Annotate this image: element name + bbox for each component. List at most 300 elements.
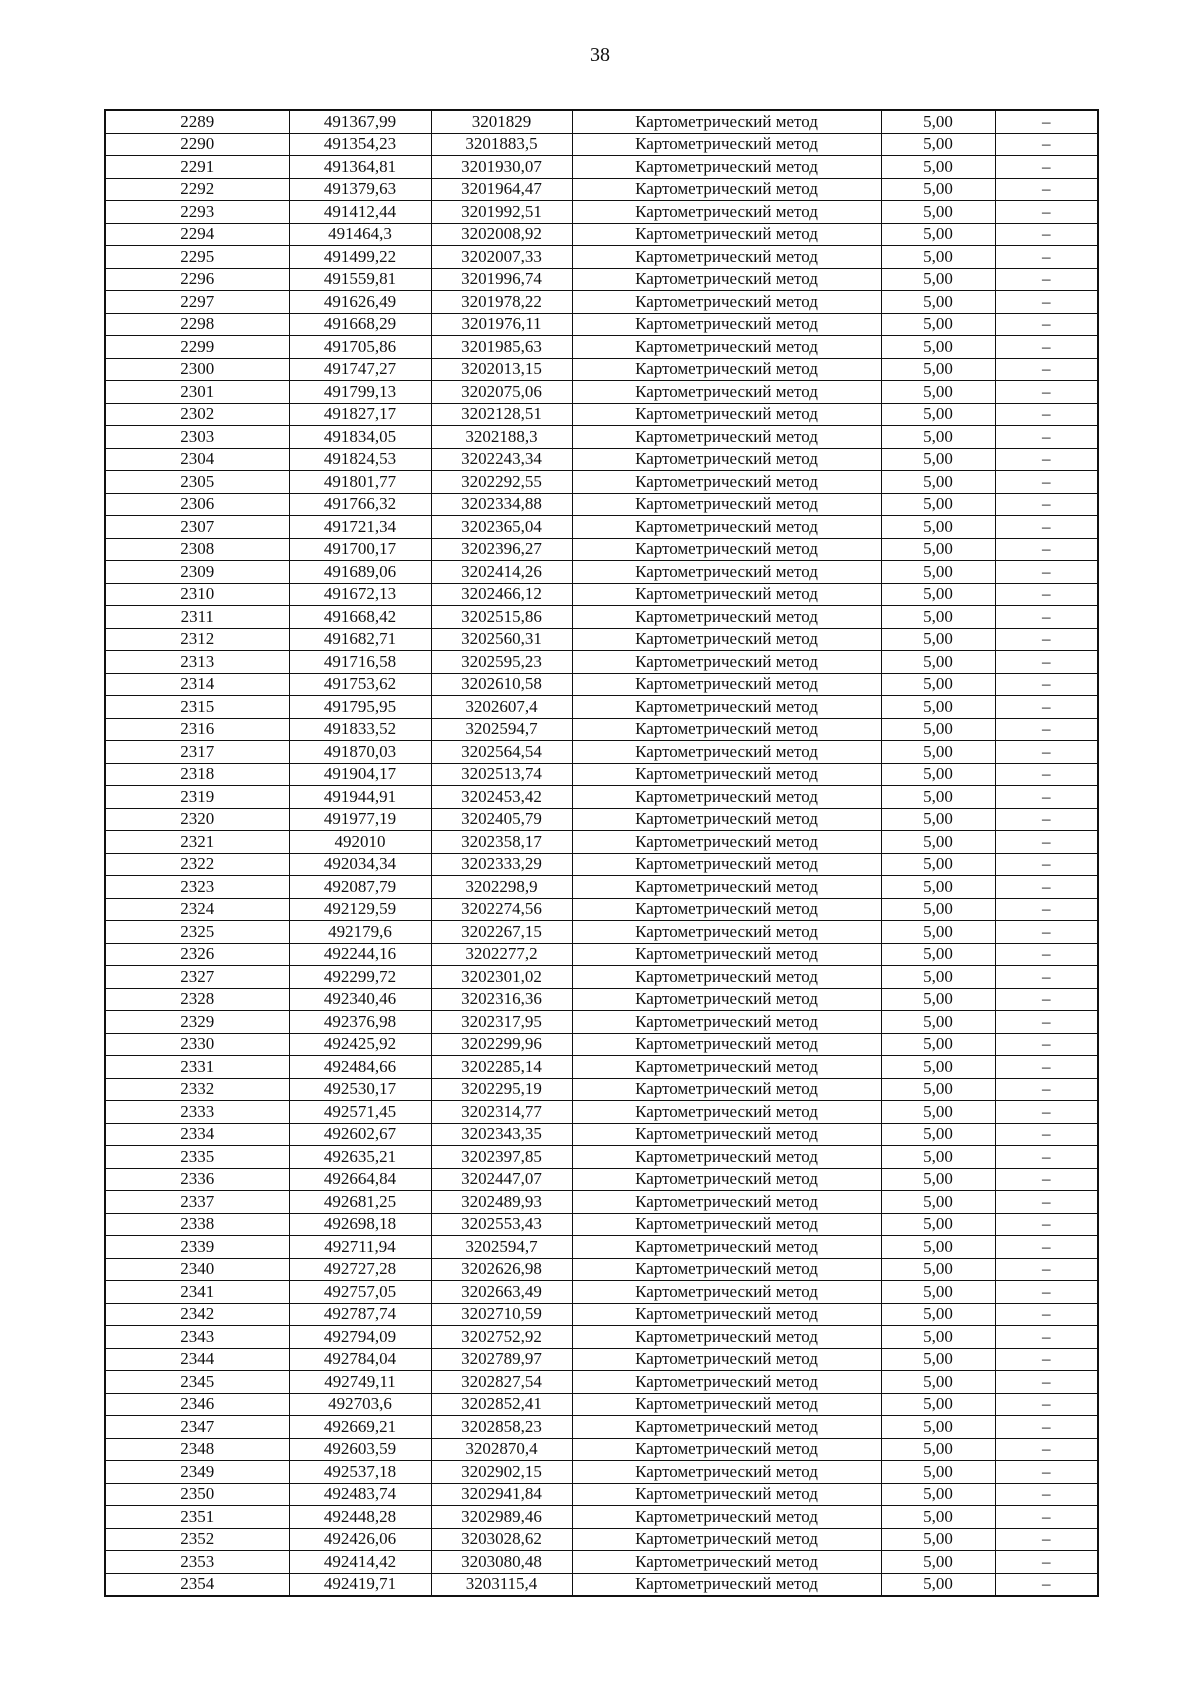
point-number-cell: 2304 [105,448,289,471]
y-coordinate-cell: 3202299,96 [431,1033,572,1056]
point-number-cell: 2344 [105,1348,289,1371]
y-coordinate-cell: 3201883,5 [431,133,572,156]
x-coordinate-cell: 491364,81 [289,156,431,179]
description-cell: – [995,763,1098,786]
accuracy-cell: 5,00 [881,110,995,133]
description-cell: – [995,1101,1098,1124]
y-coordinate-cell: 3202941,84 [431,1483,572,1506]
description-cell: – [995,673,1098,696]
method-cell: Картометрический метод [572,291,881,314]
method-cell: Картометрический метод [572,1348,881,1371]
point-number-cell: 2305 [105,471,289,494]
description-cell: – [995,583,1098,606]
x-coordinate-cell: 492784,04 [289,1348,431,1371]
description-cell: – [995,606,1098,629]
x-coordinate-cell: 492681,25 [289,1191,431,1214]
accuracy-cell: 5,00 [881,1281,995,1304]
point-number-cell: 2308 [105,538,289,561]
method-cell: Картометрический метод [572,606,881,629]
y-coordinate-cell: 3202594,7 [431,1236,572,1259]
x-coordinate-cell: 491700,17 [289,538,431,561]
method-cell: Картометрический метод [572,1168,881,1191]
accuracy-cell: 5,00 [881,561,995,584]
method-cell: Картометрический метод [572,831,881,854]
x-coordinate-cell: 492087,79 [289,876,431,899]
accuracy-cell: 5,00 [881,1191,995,1214]
accuracy-cell: 5,00 [881,313,995,336]
point-number-cell: 2347 [105,1416,289,1439]
description-cell: – [995,628,1098,651]
accuracy-cell: 5,00 [881,133,995,156]
table-row [105,291,1098,314]
table-row [105,898,1098,921]
description-cell: – [995,1326,1098,1349]
method-cell: Картометрический метод [572,1551,881,1574]
table-row [105,943,1098,966]
accuracy-cell: 5,00 [881,336,995,359]
method-cell: Картометрический метод [572,1416,881,1439]
table-row [105,381,1098,404]
description-cell: – [995,988,1098,1011]
method-cell: Картометрический метод [572,876,881,899]
method-cell: Картометрический метод [572,358,881,381]
y-coordinate-cell: 3202870,4 [431,1438,572,1461]
method-cell: Картометрический метод [572,1303,881,1326]
description-cell: – [995,156,1098,179]
table-row [105,1461,1098,1484]
accuracy-cell: 5,00 [881,178,995,201]
description-cell: – [995,313,1098,336]
method-cell: Картометрический метод [572,223,881,246]
point-number-cell: 2290 [105,133,289,156]
accuracy-cell: 5,00 [881,1371,995,1394]
description-cell: – [995,1146,1098,1169]
accuracy-cell: 5,00 [881,943,995,966]
y-coordinate-cell: 3202301,02 [431,966,572,989]
accuracy-cell: 5,00 [881,1011,995,1034]
point-number-cell: 2320 [105,808,289,831]
method-cell: Картометрический метод [572,741,881,764]
method-cell: Картометрический метод [572,156,881,179]
method-cell: Картометрический метод [572,1213,881,1236]
y-coordinate-cell: 3202594,7 [431,718,572,741]
x-coordinate-cell: 491672,13 [289,583,431,606]
method-cell: Картометрический метод [572,1461,881,1484]
y-coordinate-cell: 3203028,62 [431,1528,572,1551]
method-cell: Картометрический метод [572,1258,881,1281]
y-coordinate-cell: 3202852,41 [431,1393,572,1416]
table-row [105,561,1098,584]
accuracy-cell: 5,00 [881,921,995,944]
x-coordinate-cell: 492664,84 [289,1168,431,1191]
description-cell: – [995,1506,1098,1529]
x-coordinate-cell: 492757,05 [289,1281,431,1304]
description-cell: – [995,1461,1098,1484]
y-coordinate-cell: 3202397,85 [431,1146,572,1169]
description-cell: – [995,358,1098,381]
description-cell: – [995,1236,1098,1259]
method-cell: Картометрический метод [572,1033,881,1056]
method-cell: Картометрический метод [572,1573,881,1596]
table-row [105,336,1098,359]
description-cell: – [995,223,1098,246]
y-coordinate-cell: 3202188,3 [431,426,572,449]
accuracy-cell: 5,00 [881,583,995,606]
accuracy-cell: 5,00 [881,291,995,314]
description-cell: – [995,448,1098,471]
y-coordinate-cell: 3202453,42 [431,786,572,809]
x-coordinate-cell: 491833,52 [289,718,431,741]
y-coordinate-cell: 3202595,23 [431,651,572,674]
description-cell: – [995,516,1098,539]
x-coordinate-cell: 492419,71 [289,1573,431,1596]
y-coordinate-cell: 3202314,77 [431,1101,572,1124]
table-row [105,1123,1098,1146]
point-number-cell: 2334 [105,1123,289,1146]
accuracy-cell: 5,00 [881,358,995,381]
point-number-cell: 2296 [105,268,289,291]
method-cell: Картометрический метод [572,651,881,674]
point-number-cell: 2336 [105,1168,289,1191]
x-coordinate-cell: 491464,3 [289,223,431,246]
accuracy-cell: 5,00 [881,223,995,246]
point-number-cell: 2324 [105,898,289,921]
y-coordinate-cell: 3201985,63 [431,336,572,359]
table-row [105,786,1098,809]
y-coordinate-cell: 3202008,92 [431,223,572,246]
table-row [105,448,1098,471]
x-coordinate-cell: 492244,16 [289,943,431,966]
table-row [105,110,1098,133]
table-body [105,110,1098,1596]
table-row [105,246,1098,269]
x-coordinate-cell: 491747,27 [289,358,431,381]
table-row [105,1236,1098,1259]
point-number-cell: 2341 [105,1281,289,1304]
description-cell: – [995,110,1098,133]
point-number-cell: 2292 [105,178,289,201]
description-cell: – [995,898,1098,921]
accuracy-cell: 5,00 [881,763,995,786]
point-number-cell: 2315 [105,696,289,719]
y-coordinate-cell: 3202858,23 [431,1416,572,1439]
method-cell: Картометрический метод [572,336,881,359]
accuracy-cell: 5,00 [881,1168,995,1191]
method-cell: Картометрический метод [572,381,881,404]
method-cell: Картометрический метод [572,1438,881,1461]
method-cell: Картометрический метод [572,1281,881,1304]
x-coordinate-cell: 491824,53 [289,448,431,471]
point-number-cell: 2328 [105,988,289,1011]
accuracy-cell: 5,00 [881,1146,995,1169]
description-cell: – [995,538,1098,561]
x-coordinate-cell: 491799,13 [289,381,431,404]
method-cell: Картометрический метод [572,1506,881,1529]
description-cell: – [995,831,1098,854]
y-coordinate-cell: 3202075,06 [431,381,572,404]
accuracy-cell: 5,00 [881,538,995,561]
table-row [105,696,1098,719]
y-coordinate-cell: 3201992,51 [431,201,572,224]
table-row [105,358,1098,381]
x-coordinate-cell: 491795,95 [289,696,431,719]
table-row [105,628,1098,651]
accuracy-cell: 5,00 [881,1393,995,1416]
method-cell: Картометрический метод [572,966,881,989]
point-number-cell: 2313 [105,651,289,674]
x-coordinate-cell: 491689,06 [289,561,431,584]
x-coordinate-cell: 492448,28 [289,1506,431,1529]
accuracy-cell: 5,00 [881,1528,995,1551]
description-cell: – [995,1483,1098,1506]
point-number-cell: 2306 [105,493,289,516]
method-cell: Картометрический метод [572,1326,881,1349]
description-cell: – [995,741,1098,764]
y-coordinate-cell: 3202466,12 [431,583,572,606]
accuracy-cell: 5,00 [881,808,995,831]
accuracy-cell: 5,00 [881,1303,995,1326]
accuracy-cell: 5,00 [881,853,995,876]
accuracy-cell: 5,00 [881,696,995,719]
table-row [105,1101,1098,1124]
x-coordinate-cell: 491716,58 [289,651,431,674]
x-coordinate-cell: 492299,72 [289,966,431,989]
point-number-cell: 2317 [105,741,289,764]
table-row [105,763,1098,786]
x-coordinate-cell: 492711,94 [289,1236,431,1259]
accuracy-cell: 5,00 [881,966,995,989]
y-coordinate-cell: 3202285,14 [431,1056,572,1079]
table-row [105,966,1098,989]
y-coordinate-cell: 3202513,74 [431,763,572,786]
y-coordinate-cell: 3201996,74 [431,268,572,291]
x-coordinate-cell: 492010 [289,831,431,854]
y-coordinate-cell: 3202343,35 [431,1123,572,1146]
accuracy-cell: 5,00 [881,156,995,179]
accuracy-cell: 5,00 [881,718,995,741]
method-cell: Картометрический метод [572,786,881,809]
y-coordinate-cell: 3202989,46 [431,1506,572,1529]
accuracy-cell: 5,00 [881,1258,995,1281]
accuracy-cell: 5,00 [881,246,995,269]
table-row [105,1326,1098,1349]
description-cell: – [995,291,1098,314]
description-cell: – [995,1393,1098,1416]
point-number-cell: 2331 [105,1056,289,1079]
y-coordinate-cell: 3202316,36 [431,988,572,1011]
method-cell: Картометрический метод [572,268,881,291]
point-number-cell: 2333 [105,1101,289,1124]
table-row [105,1011,1098,1034]
table-row [105,471,1098,494]
accuracy-cell: 5,00 [881,381,995,404]
point-number-cell: 2330 [105,1033,289,1056]
method-cell: Картометрический метод [572,1393,881,1416]
table-row [105,1416,1098,1439]
accuracy-cell: 5,00 [881,1573,995,1596]
point-number-cell: 2353 [105,1551,289,1574]
table-row [105,718,1098,741]
method-cell: Картометрический метод [572,493,881,516]
table-row [105,1033,1098,1056]
description-cell: – [995,696,1098,719]
point-number-cell: 2314 [105,673,289,696]
point-number-cell: 2301 [105,381,289,404]
method-cell: Картометрический метод [572,448,881,471]
point-number-cell: 2294 [105,223,289,246]
table-row [105,493,1098,516]
y-coordinate-cell: 3202007,33 [431,246,572,269]
y-coordinate-cell: 3202267,15 [431,921,572,944]
method-cell: Картометрический метод [572,628,881,651]
point-number-cell: 2349 [105,1461,289,1484]
point-number-cell: 2348 [105,1438,289,1461]
method-cell: Картометрический метод [572,403,881,426]
y-coordinate-cell: 3202626,98 [431,1258,572,1281]
table-row [105,741,1098,764]
point-number-cell: 2302 [105,403,289,426]
y-coordinate-cell: 3201978,22 [431,291,572,314]
x-coordinate-cell: 492376,98 [289,1011,431,1034]
x-coordinate-cell: 491668,42 [289,606,431,629]
description-cell: – [995,718,1098,741]
x-coordinate-cell: 491559,81 [289,268,431,291]
y-coordinate-cell: 3202292,55 [431,471,572,494]
method-cell: Картометрический метод [572,426,881,449]
x-coordinate-cell: 492727,28 [289,1258,431,1281]
table-row [105,583,1098,606]
table-row [105,1213,1098,1236]
method-cell: Картометрический метод [572,1101,881,1124]
x-coordinate-cell: 491870,03 [289,741,431,764]
description-cell: – [995,1371,1098,1394]
description-cell: – [995,1191,1098,1214]
table-row [105,651,1098,674]
y-coordinate-cell: 3202827,54 [431,1371,572,1394]
point-number-cell: 2322 [105,853,289,876]
accuracy-cell: 5,00 [881,471,995,494]
accuracy-cell: 5,00 [881,1483,995,1506]
point-number-cell: 2303 [105,426,289,449]
point-number-cell: 2300 [105,358,289,381]
table-row [105,156,1098,179]
description-cell: – [995,651,1098,674]
x-coordinate-cell: 491626,49 [289,291,431,314]
method-cell: Картометрический метод [572,898,881,921]
table-row [105,876,1098,899]
description-cell: – [995,786,1098,809]
x-coordinate-cell: 492340,46 [289,988,431,1011]
accuracy-cell: 5,00 [881,1078,995,1101]
description-cell: – [995,268,1098,291]
y-coordinate-cell: 3202013,15 [431,358,572,381]
description-cell: – [995,201,1098,224]
y-coordinate-cell: 3202414,26 [431,561,572,584]
x-coordinate-cell: 492129,59 [289,898,431,921]
x-coordinate-cell: 491904,17 [289,763,431,786]
y-coordinate-cell: 3202560,31 [431,628,572,651]
y-coordinate-cell: 3201829 [431,110,572,133]
table-row [105,1078,1098,1101]
method-cell: Картометрический метод [572,1371,881,1394]
accuracy-cell: 5,00 [881,1033,995,1056]
method-cell: Картометрический метод [572,763,881,786]
point-number-cell: 2291 [105,156,289,179]
y-coordinate-cell: 3202564,54 [431,741,572,764]
accuracy-cell: 5,00 [881,448,995,471]
method-cell: Картометрический метод [572,313,881,336]
point-number-cell: 2321 [105,831,289,854]
y-coordinate-cell: 3202789,97 [431,1348,572,1371]
table-row [105,313,1098,336]
y-coordinate-cell: 3202752,92 [431,1326,572,1349]
x-coordinate-cell: 491977,19 [289,808,431,831]
y-coordinate-cell: 3202274,56 [431,898,572,921]
description-cell: – [995,471,1098,494]
description-cell: – [995,1416,1098,1439]
method-cell: Картометрический метод [572,178,881,201]
x-coordinate-cell: 492603,59 [289,1438,431,1461]
method-cell: Картометрический метод [572,1078,881,1101]
x-coordinate-cell: 491944,91 [289,786,431,809]
x-coordinate-cell: 492414,42 [289,1551,431,1574]
method-cell: Картометрический метод [572,1191,881,1214]
method-cell: Картометрический метод [572,516,881,539]
point-number-cell: 2295 [105,246,289,269]
description-cell: – [995,426,1098,449]
coordinates-table [104,109,1099,1597]
y-coordinate-cell: 3202710,59 [431,1303,572,1326]
y-coordinate-cell: 3202902,15 [431,1461,572,1484]
table-row [105,921,1098,944]
x-coordinate-cell: 492794,09 [289,1326,431,1349]
description-cell: – [995,1303,1098,1326]
x-coordinate-cell: 492179,6 [289,921,431,944]
table-row [105,403,1098,426]
method-cell: Картометрический метод [572,1123,881,1146]
point-number-cell: 2325 [105,921,289,944]
point-number-cell: 2311 [105,606,289,629]
method-cell: Картометрический метод [572,133,881,156]
y-coordinate-cell: 3202333,29 [431,853,572,876]
table-row [105,853,1098,876]
table-row [105,673,1098,696]
y-coordinate-cell: 3202553,43 [431,1213,572,1236]
x-coordinate-cell: 492426,06 [289,1528,431,1551]
y-coordinate-cell: 3201964,47 [431,178,572,201]
point-number-cell: 2337 [105,1191,289,1214]
accuracy-cell: 5,00 [881,876,995,899]
method-cell: Картометрический метод [572,471,881,494]
method-cell: Картометрический метод [572,246,881,269]
point-number-cell: 2339 [105,1236,289,1259]
table-row [105,831,1098,854]
x-coordinate-cell: 491682,71 [289,628,431,651]
accuracy-cell: 5,00 [881,898,995,921]
table-row [105,1348,1098,1371]
x-coordinate-cell: 492635,21 [289,1146,431,1169]
point-number-cell: 2316 [105,718,289,741]
table-row [105,1281,1098,1304]
method-cell: Картометрический метод [572,110,881,133]
y-coordinate-cell: 3202607,4 [431,696,572,719]
point-number-cell: 2327 [105,966,289,989]
point-number-cell: 2345 [105,1371,289,1394]
table-row [105,1573,1098,1596]
description-cell: – [995,1168,1098,1191]
y-coordinate-cell: 3202334,88 [431,493,572,516]
x-coordinate-cell: 492571,45 [289,1101,431,1124]
